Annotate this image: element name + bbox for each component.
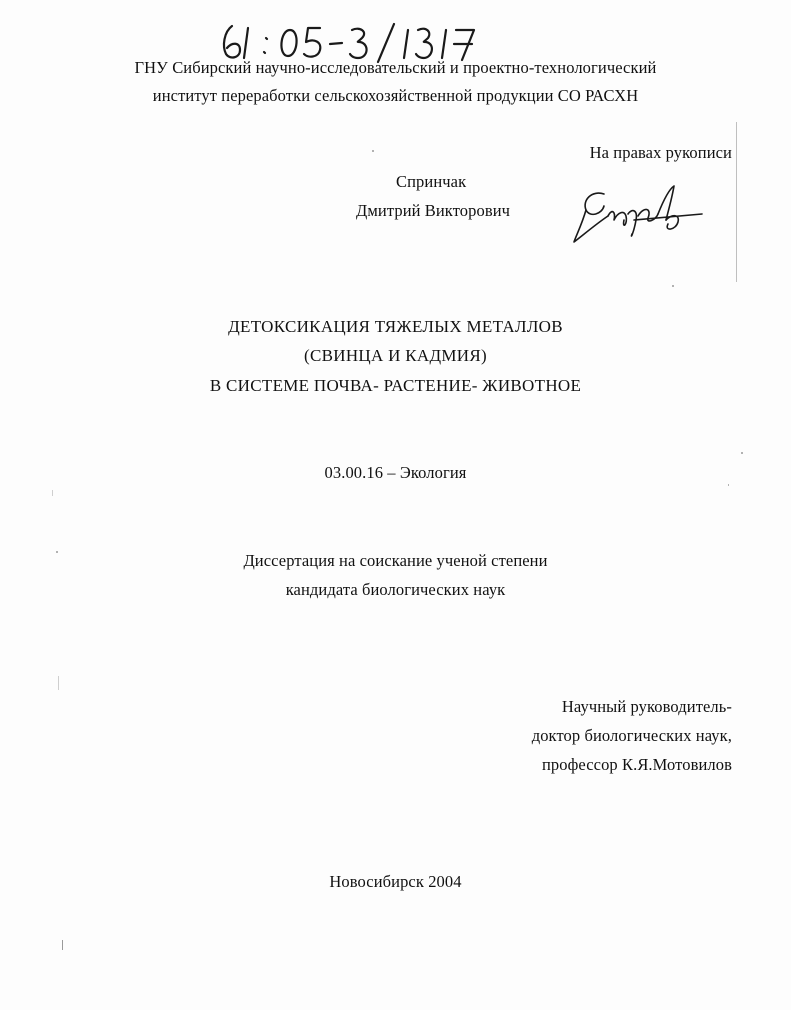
scan-speck — [62, 940, 63, 950]
scan-margin-line — [736, 122, 737, 282]
degree-line-2: кандидата биологических наук — [285, 580, 506, 599]
specialty: 03.00.16 – Экология — [324, 463, 467, 482]
scan-speck — [372, 150, 374, 152]
title-line-2: (СВИНЦА И КАДМИЯ) — [304, 346, 487, 365]
scan-speck — [56, 551, 58, 553]
supervisor-line-2: доктор биологических наук, — [531, 726, 732, 745]
author-name: Дмитрий Викторович — [356, 201, 511, 220]
manuscript-note: На правах рукописи — [589, 143, 732, 162]
signature — [568, 180, 708, 250]
title-line-1: ДЕТОКСИКАЦИЯ ТЯЖЕЛЫХ МЕТАЛЛОВ — [228, 317, 563, 336]
degree-line-1: Диссертация на соискание ученой степени — [243, 551, 548, 570]
author-surname: Спринчак — [396, 172, 467, 191]
scan-speck — [728, 484, 729, 486]
title-line-3: В СИСТЕМЕ ПОЧВА- РАСТЕНИЕ- ЖИВОТНОЕ — [209, 376, 582, 395]
supervisor-line-3: профессор К.Я.Мотовилов — [541, 755, 732, 774]
city-year: Новосибирск 2004 — [329, 872, 462, 891]
scan-speck — [52, 490, 53, 496]
institution-line-2: институт переработки сельскохозяйственной продукции СО РАСХН — [152, 86, 639, 105]
supervisor-line-1: Научный руководитель- — [561, 697, 732, 716]
scan-speck — [672, 285, 674, 287]
institution-line-1: ГНУ Сибирский научно-исследовательский и проектно-технологический — [134, 58, 657, 77]
scan-speck — [58, 676, 59, 690]
scan-speck — [741, 452, 743, 454]
